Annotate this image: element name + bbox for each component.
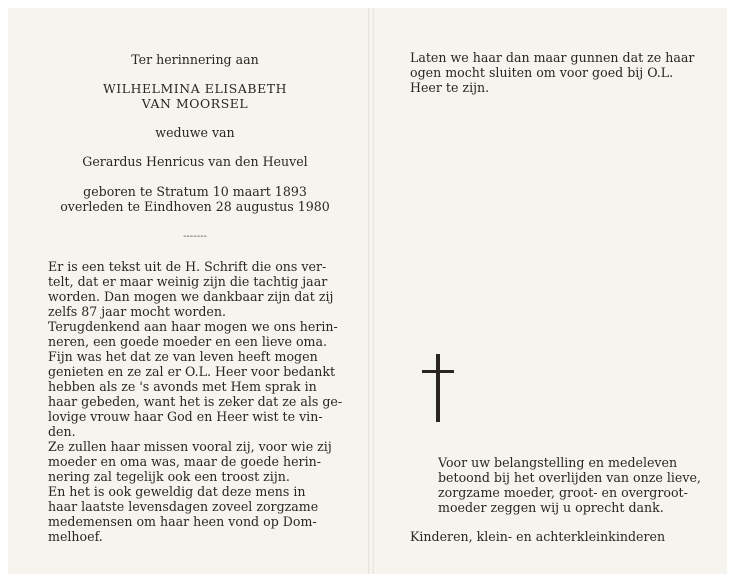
body-line: telt, dat er maar weinig zijn die tachtig jaar (48, 274, 328, 289)
thanks-line: zorgzame moeder, groot- en overgroot- (438, 485, 688, 500)
body-line: hebben als ze 's avonds met Hem sprak in (48, 379, 317, 394)
thanks-line: moeder zeggen wij u oprecht dank. (438, 500, 664, 515)
thanks-line: betoond bij het overlijden van onze lieve, (438, 470, 701, 485)
body-line: neren, een goede moeder en een lieve oma. (48, 334, 328, 349)
body-line: melhoef. (48, 529, 103, 544)
widow-of-label: weduwe van (155, 125, 235, 140)
closing-line: ogen mocht sluiten om voor goed bij O.L. (410, 65, 674, 80)
remembrance-header: Ter herinnering aan (131, 52, 259, 67)
body-line: Fijn was het dat ze van leven heeft mogen (48, 349, 318, 364)
separator: ------- (183, 231, 207, 242)
body-line: moeder en oma was, maar de goede herin- (48, 454, 321, 469)
body-line: lovige vrouw haar God en Heer wist te vin- (48, 409, 323, 424)
spouse-name: Gerardus Henricus van den Heuvel (82, 154, 308, 169)
body-line: genieten en ze zal er O.L. Heer voor bedankt (48, 364, 336, 379)
deceased-name-line1: WILHELMINA ELISABETH (102, 81, 288, 96)
body-line: haar laatste levensdagen zoveel zorgzame (48, 499, 319, 514)
body-line: nering zal tegelijk ook een troost zijn. (48, 469, 290, 484)
body-line: Ze zullen haar missen vooral zij, voor wie zij (48, 439, 332, 454)
birth-info: geboren te Stratum 10 maart 1893 (83, 184, 307, 199)
deceased-name-line2: VAN MOORSEL (141, 96, 249, 111)
closing-line: Laten we haar dan maar gunnen dat ze haar (410, 50, 695, 65)
cross-icon (416, 352, 460, 424)
body-line: medemensen om haar heen vond op Dom- (48, 514, 317, 529)
body-line: Er is een tekst uit de H. Schrift die ons ver- (48, 259, 327, 274)
body-line: Terugdenkend aan haar mogen we ons herin- (48, 319, 338, 334)
closing-line: Heer te zijn. (410, 80, 490, 95)
body-line: haar gebeden, want het is zeker dat ze als ge- (48, 394, 343, 409)
body-line: worden. Dan mogen we dankbaar zijn dat zij (48, 289, 334, 304)
body-line: En het is ook geweldig dat deze mens in (48, 484, 306, 499)
body-line: zelfs 87 jaar mocht worden. (48, 304, 226, 319)
death-info: overleden te Eindhoven 28 augustus 1980 (60, 199, 330, 214)
body-line: den. (48, 424, 76, 439)
thanks-line: Voor uw belangstelling en medeleven (438, 455, 678, 470)
signature: Kinderen, klein- en achterkleinkinderen (410, 529, 666, 544)
